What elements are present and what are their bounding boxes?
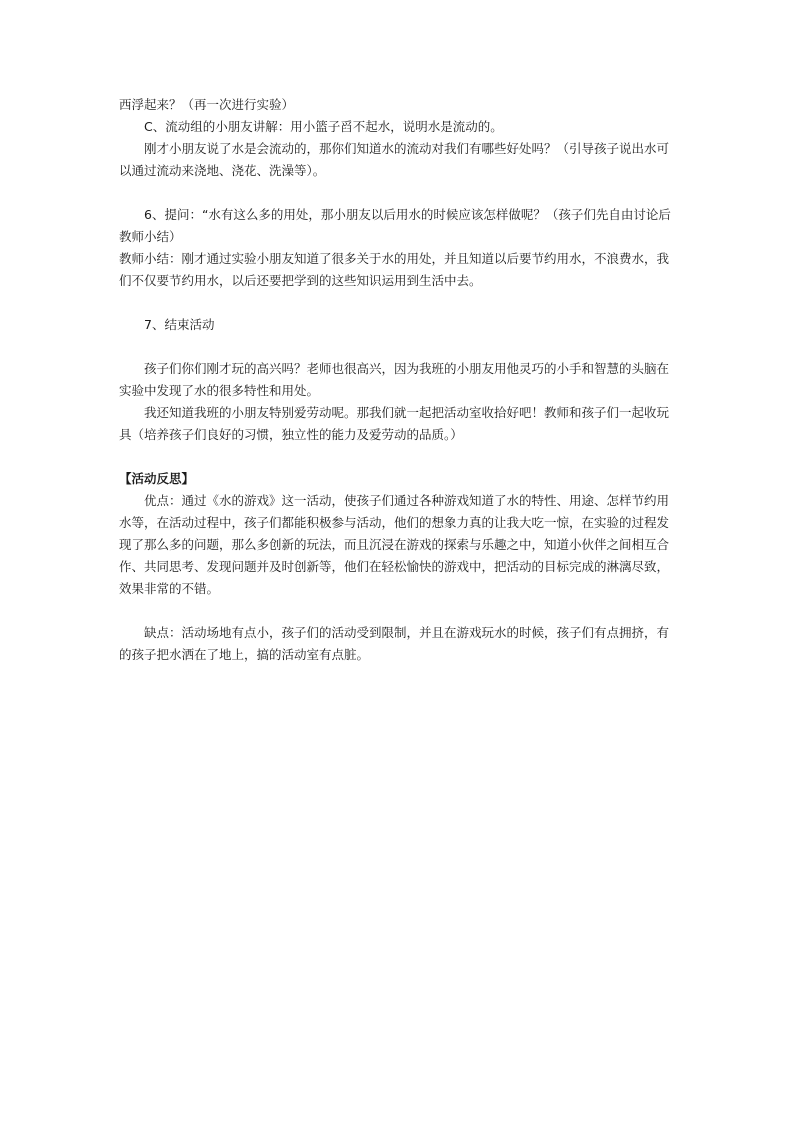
paragraph-weaknesses: 缺点：活动场地有点小，孩子们的活动受到限制，并且在游戏玩水的时候，孩子们有点拥挤，有的孩子把水洒在了地上，搞的活动室有点脏。 [119, 625, 670, 662]
paragraph-experiment-again: 西浮起来？（再一次进行实验） [119, 97, 295, 112]
spacer [119, 292, 679, 314]
paragraph-flow-group: C、流动组的小朋友讲解：用小篮子舀不起水，说明水是流动的。 [144, 119, 503, 134]
paragraph-tidy-up: 我还知道我班的小朋友特别爱劳动呢。那我们就一起把活动室收拾好吧！教师和孩子们一起收玩具（培养孩子们良好的习惯，独立性的能力及爱劳动的品质。） [119, 405, 670, 442]
spacer [119, 446, 679, 468]
paragraph-end-activity: 7、结束活动 [144, 317, 215, 332]
spacer [119, 182, 679, 204]
paragraph-teacher-summary: 教师小结：刚才通过实验小朋友知道了很多关于水的用处，并且知道以后要节约用水，不浪费水，我们不仅要节约用水，以后还要把学到的这些知识运用到生活中去。 [119, 251, 670, 288]
paragraph-strengths: 优点：通过《水的游戏》这一活动，使孩子们通过各种游戏知道了水的特性、用途、怎样节约用水等，在活动过程中，孩子们都能积极参与活动，他们的想象力真的让我大吃一惊，在实验的过程发现了那么多的问题，那么多创新的玩法，而且沉浸在游戏的探索与乐趣之中，知道小伙伴之间相互合作、共同思考、发现问题并及时创新等，他们在轻松愉快的游戏中，把活动的目标完成的淋漓尽致，效果非常的不错。 [119, 493, 670, 596]
paragraph-closing-talk: 孩子们你们刚才玩的高兴吗？老师也很高兴，因为我班的小朋友用他灵巧的小手和智慧的头脑在实验中发现了水的很多特性和用处。 [119, 361, 670, 398]
spacer [119, 336, 679, 358]
paragraph-flow-benefits: 刚才小朋友说了水是会流动的，那你们知道水的流动对我们有哪些好处吗？（引导孩子说出水可以通过流动来浇地、浇花、洗澡等）。 [119, 141, 670, 178]
paragraph-question-six: 6、提问：“水有这么多的用处，那小朋友以后用水的时候应该怎样做呢？（孩子们先自由讨论后教师小结） [119, 207, 671, 244]
section-heading-reflection: 【活动反思】 [119, 471, 195, 486]
document-body [119, 94, 679, 666]
spacer [119, 600, 679, 622]
